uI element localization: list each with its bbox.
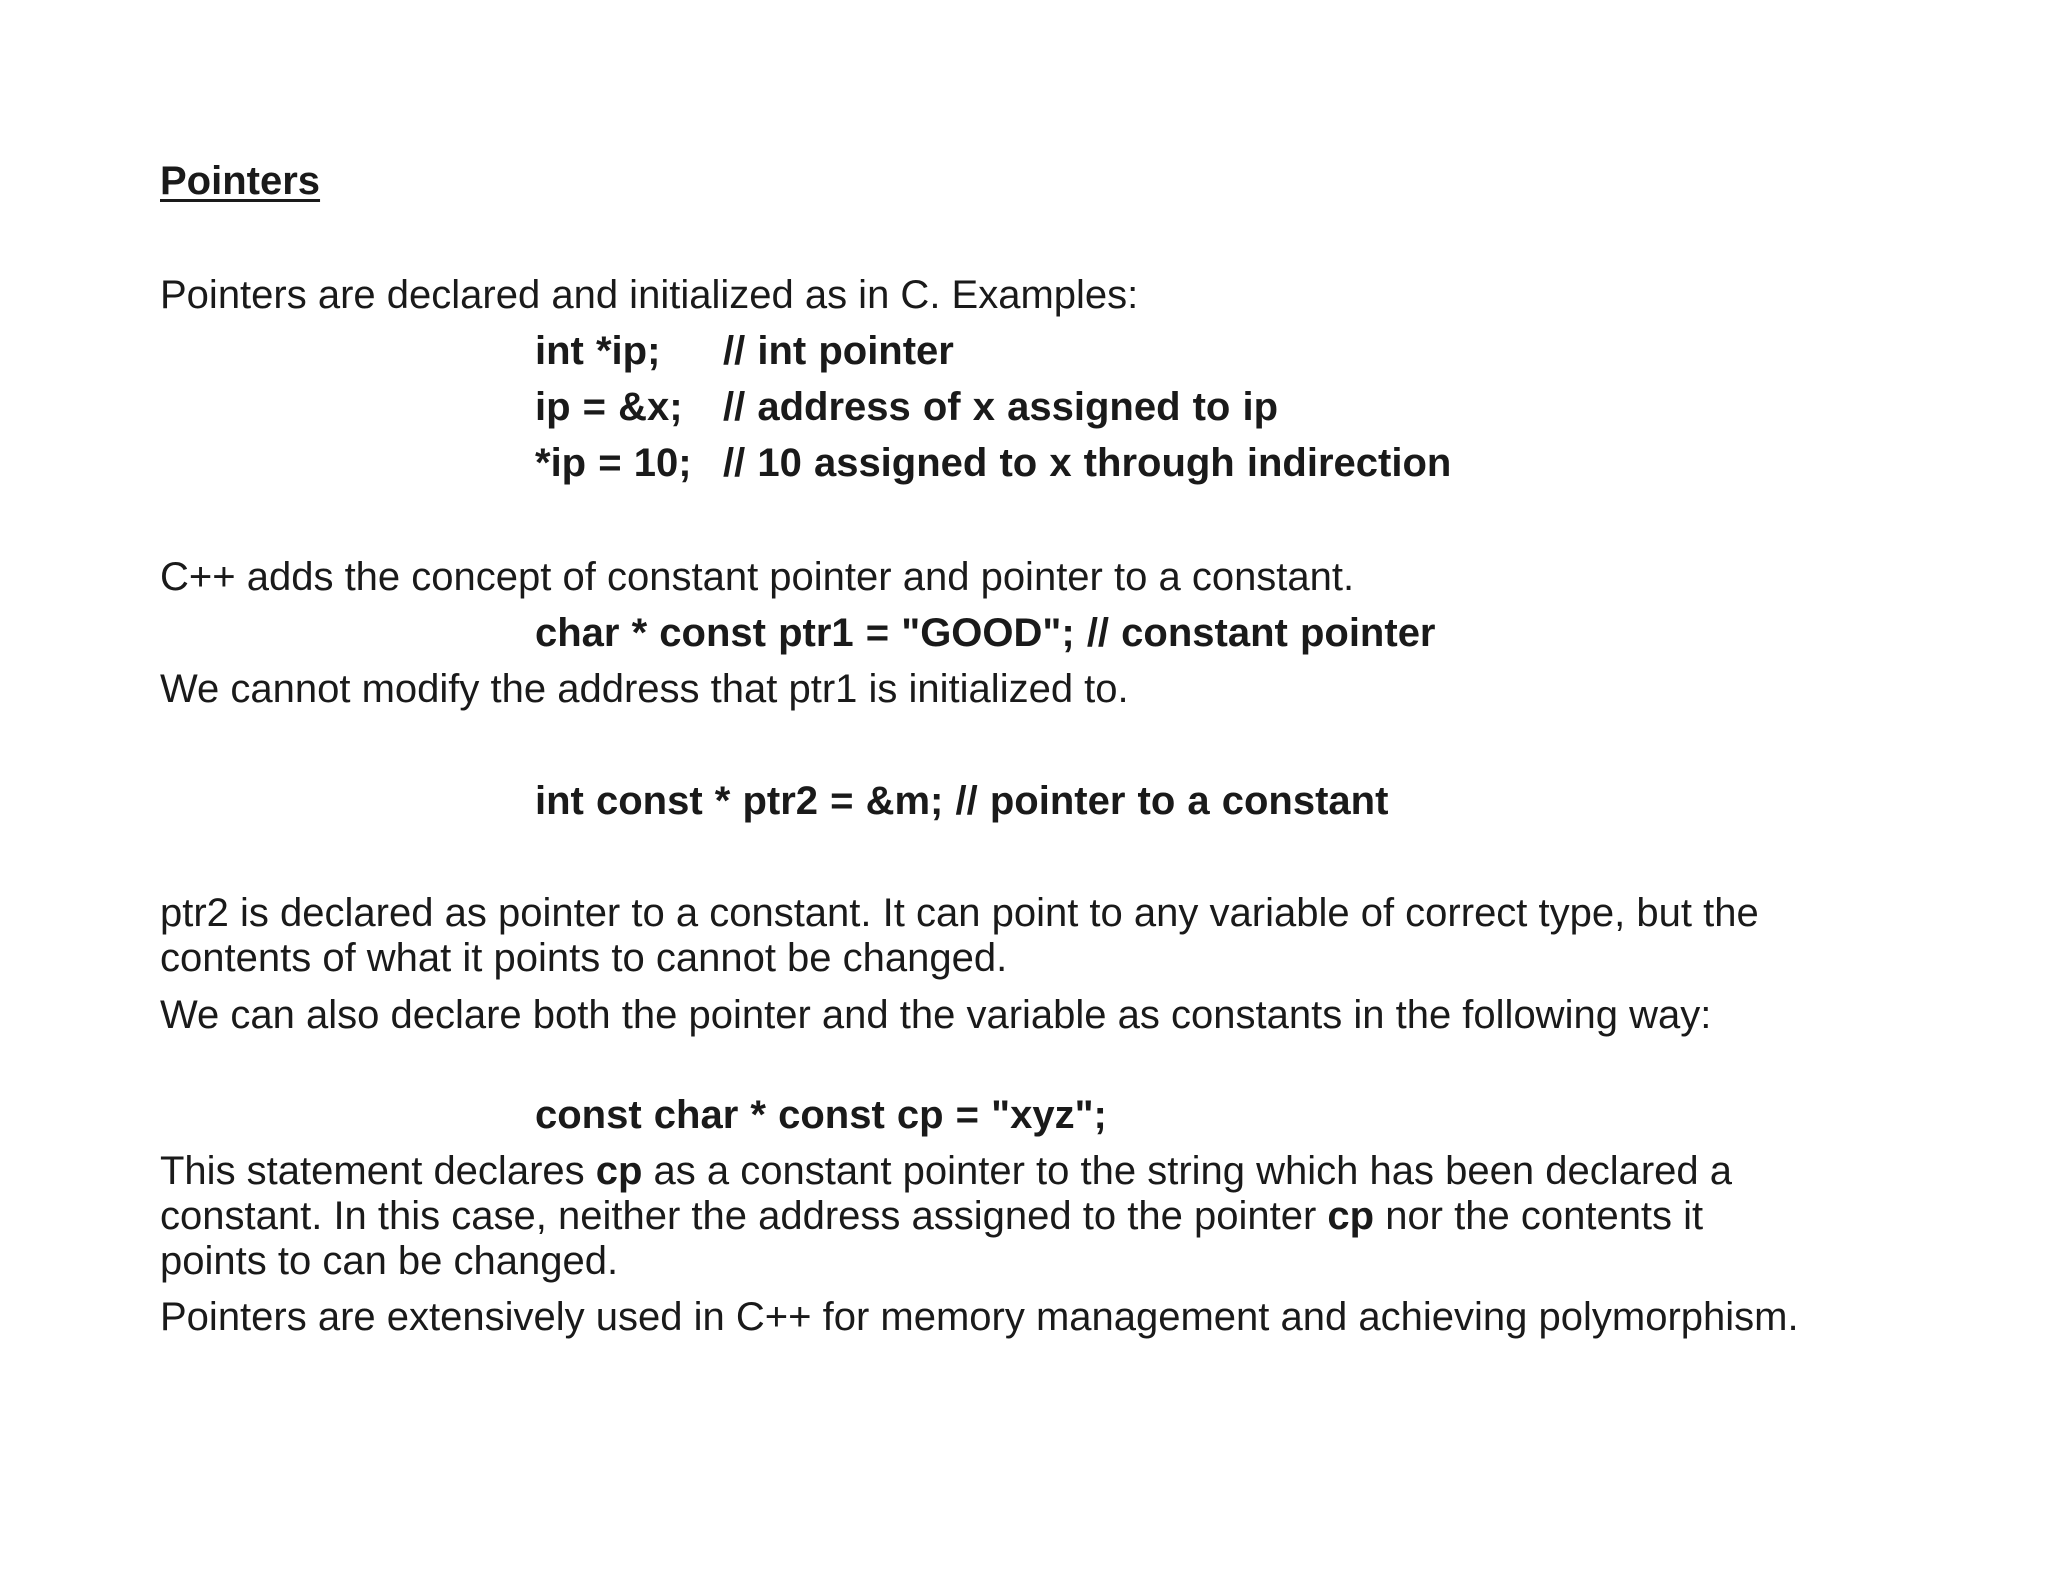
example-line-1	[535, 328, 954, 374]
example-comment-1: // int pointer	[723, 329, 954, 373]
example-code-1: int *ip;	[535, 329, 661, 373]
cp-desc-2-pre: constant. In this case, neither the address assigned to the pointer	[160, 1194, 1328, 1238]
ptr2-description-line-2: contents of what it points to cannot be changed.	[160, 936, 1008, 980]
const-pointer-code: char * const ptr1 = "GOOD"; // constant pointer	[535, 611, 1436, 655]
ptr2-description-line-1: ptr2 is declared as pointer to a constant. It can point to any variable of correct type, but the	[160, 891, 1759, 935]
both-const-code: const char * const cp = "xyz";	[535, 1093, 1107, 1137]
both-const-intro: We can also declare both the pointer and the variable as constants in the following way:	[160, 993, 1712, 1037]
pointer-to-const-code: int const * ptr2 = &m; // pointer to a constant	[535, 779, 1389, 823]
closing-text: Pointers are extensively used in C++ for memory management and achieving polymorphism.	[160, 1295, 1799, 1339]
const-pointer-note: We cannot modify the address that ptr1 is initialized to.	[160, 667, 1129, 711]
cp-keyword-1: cp	[595, 1149, 643, 1193]
example-comment-2: // address of x assigned to ip	[723, 385, 1279, 429]
intro-text: Pointers are declared and initialized as in C. Examples:	[160, 273, 1139, 317]
cp-description-line-2	[160, 1193, 1703, 1239]
cp-description-line-3: points to can be changed.	[160, 1239, 619, 1283]
cp-description-line-1	[160, 1148, 1732, 1194]
cp-desc-1-pre: This statement declares	[160, 1149, 596, 1193]
page-title: Pointers	[160, 159, 321, 203]
example-line-2	[535, 384, 1278, 430]
cpp-adds-text: C++ adds the concept of constant pointer and pointer to a constant.	[160, 555, 1355, 599]
example-comment-3: // 10 assigned to x through indirection	[723, 441, 1452, 485]
example-code-3: *ip = 10;	[535, 441, 692, 485]
cp-keyword-2: cp	[1327, 1194, 1375, 1238]
example-code-2: ip = &x;	[535, 385, 683, 429]
example-line-3	[535, 440, 1451, 486]
cp-desc-1-post: as a constant pointer to the string which has been declared a	[642, 1149, 1733, 1193]
cp-desc-2-post: nor the contents it	[1374, 1194, 1704, 1238]
